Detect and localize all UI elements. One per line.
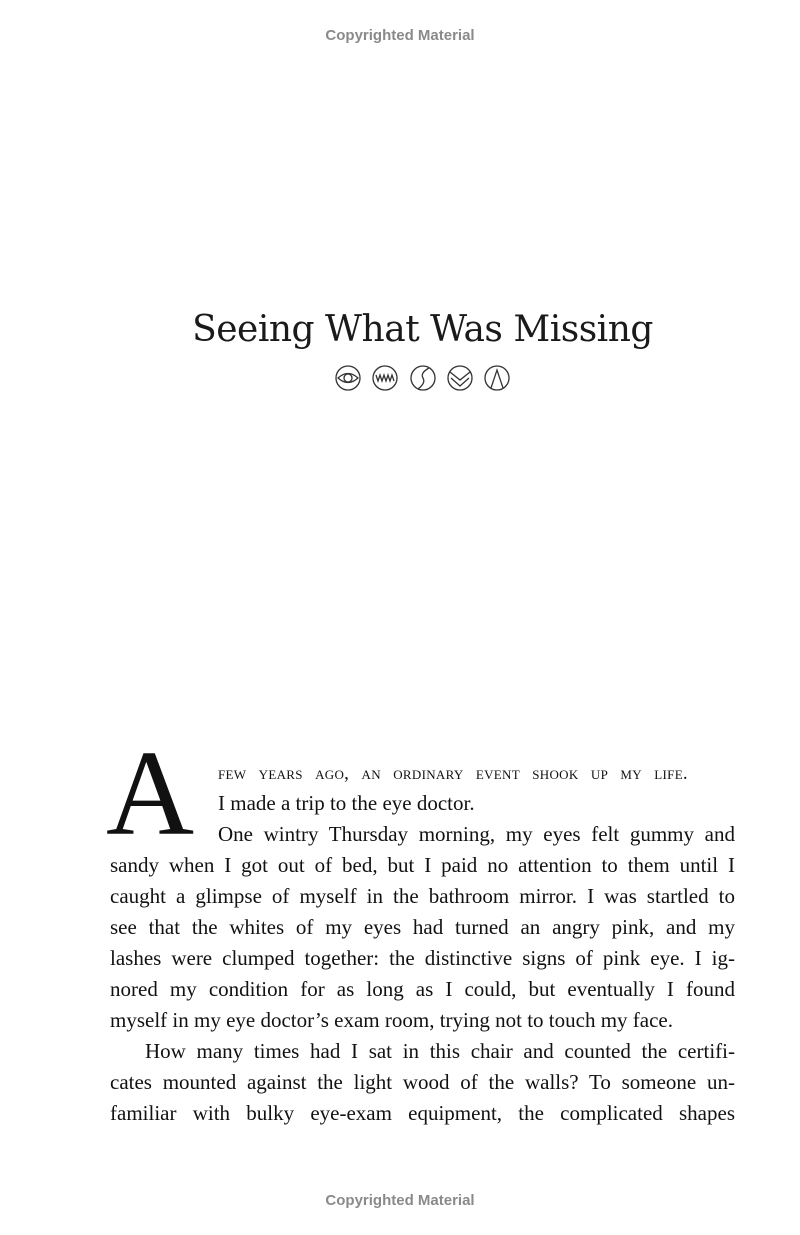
copyright-watermark-top: Copyrighted Material xyxy=(325,27,475,44)
chapter-ornament xyxy=(334,365,514,393)
text-line: caught a glimpse of myself in the bathroom mirror. I was startled to xyxy=(110,884,735,908)
text-line: myself in my eye doctor’s exam room, trying not to touch my face. xyxy=(110,1008,673,1032)
text-line: few years ago, an ordinary event shook up my life. xyxy=(218,763,688,784)
text-line: lashes were clumped together: the distinctive signs of pink eye. I ig- xyxy=(110,946,735,970)
text-line: I made a trip to the eye doctor. xyxy=(218,791,475,815)
text-line: How many times had I sat in this chair and counted the certifi- xyxy=(145,1039,735,1063)
copyright-watermark-bottom: Copyrighted Material xyxy=(325,1192,475,1209)
chapter-title: Seeing What Was Missing xyxy=(192,309,653,350)
peak-circle-icon xyxy=(485,366,509,390)
text-line: nored my condition for as long as I could, but eventually I found xyxy=(110,977,735,1001)
drop-cap: A xyxy=(106,726,195,861)
text-line: One wintry Thursday morning, my eyes felt gummy and xyxy=(218,822,735,846)
curve-circle-icon xyxy=(411,366,435,390)
wave-circle-icon xyxy=(373,366,397,390)
chevron-circle-icon xyxy=(448,366,472,390)
text-line: see that the whites of my eyes had turned an angry pink, and my xyxy=(110,915,735,939)
text-line: familiar with bulky eye-exam equipment, the complicated shapes xyxy=(110,1101,735,1125)
text-line: cates mounted against the light wood of the walls? To someone un- xyxy=(110,1070,735,1094)
eye-circle-icon xyxy=(336,366,360,390)
text-line: sandy when I got out of bed, but I paid no attention to them until I xyxy=(110,853,735,877)
